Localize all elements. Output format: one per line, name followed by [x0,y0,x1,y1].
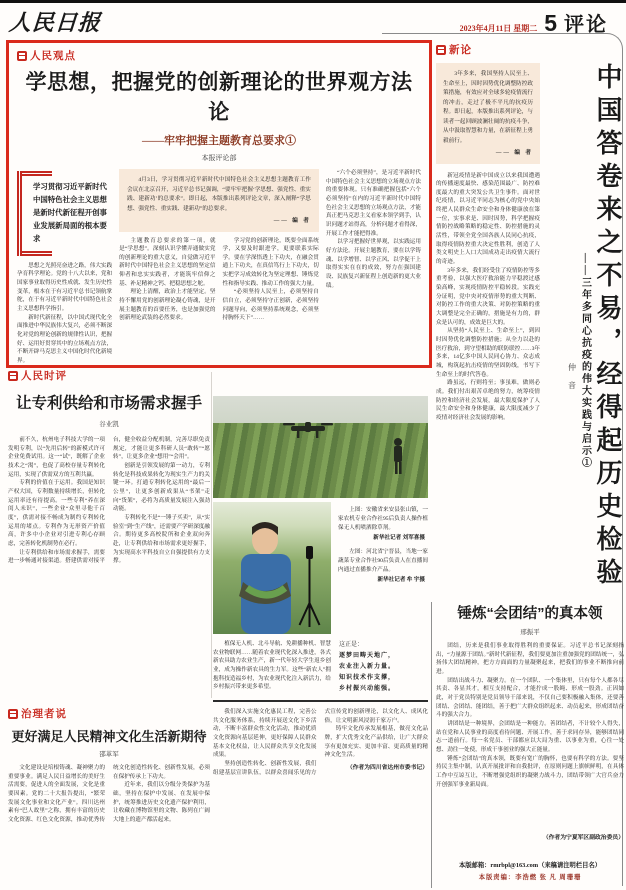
section-label-text: 新论 [449,44,472,56]
unity-body-text: 团结，历来是我们事业取得胜利的重要保证。习近平总书记深刻指出，“力量源于团结。”新时代新征程，我们要更加注重加强党的团结统一，弘扬伟大团结精神，把方方面面的力量凝聚起来，把我们的事业不断推向前进。 团结出战斗力、凝聚力。在一个团队、一个集体里，只有每个人都各尽其责、各显其才，相互支持配合，才能拧成一股绳、形成一股劲。正因如此，对于党员特别是党员领导干部来说，不仅自己要积极融入集体，还要善团结、会团结、能团结，善于把广大群众组织起来、动员起来，形成团结奋斗的强大合力。 讲团结是一种境界，会团结是一种能力。善团结者，不计较个人得失，站在党和人民事业的高度看待问题、开展工作，善于求同存异，能够团结同志一道前行。每一名党员、干部都应以大局为重、以事业为重，心往一处想、劲往一处使，形成干事创业的强大正能量。 锤炼“会团结”的真本领，既要有宽广的胸怀，也要有科学的方法。要坚持民主集中制，认真开展批评和自我批评，在原则问题上旗帜鲜明，在具体工作中互谅互让，不断增强党组织的凝聚力战斗力，团结带领广大官兵奋力开创强军事业新局面。 [436,643,624,788]
governance-author-note: （作者为四川省达州市委书记） [346,764,428,771]
main-column-4-text: “六个必须坚持”，是习近平新时代中国特色社会主义思想的立场观点方法的重要体现。只有准确把握包括“六个必须坚持”在内的习近平新时代中国特色社会主义思想的立场观点方法，才能真正把马克思主义看家本领学到手，认识问题才站得高，分析问题才看得深，开展工作才能把得准。 以学习把握好世界观，以实践运用好方法论。开展主题教育，要在以学铸魂、以学增智、以学正风、以学促干上取得实实在在的成效，努力在强国建设、民族复兴新征程上创造新的更大业绩。 [325,170,421,289]
photo-captions [331,502,428,634]
section-logo-icon [17,51,27,61]
photo-livestream-greenhouse [213,502,331,634]
vertical-divider-light [211,372,212,698]
page-number: 5 [544,10,557,36]
photo-feature-paragraph [213,640,331,696]
xinlun-vertical-subtitle: ——三年多同心抗疫的伟大实践与启示① [579,253,591,469]
footer-email-line: 本版邮箱：rmrbpl@163.com（来稿请注明栏目名） [458,862,602,869]
main-column-1-text: 思想之光照亮奋进之路，伟大实践孕育科学理论。党的十八大以来，党和国家事业取得历史性成就、发生历史性变革，根本在于有习近平总书记领航掌舵，在于有习近平新时代中国特色社会主义思想科学指引。 新时代新征程，以中国式现代化全面推进中华民族伟大复兴，必须不断深化对党的理论创新的规律性认识，把握好、运用好贯穿其中的立场观点方法，不断开辟马克思主义中国化时代化新境界。 [17,262,113,364]
section-label-zhilizheshuo [8,706,210,721]
poem-intro: 这正是： [339,642,364,648]
shiping-headline: 让专利供给和市场需求握手 [15,395,202,412]
section-logo-icon [8,709,18,719]
governance-author: 邵革军 [99,751,119,758]
lead-commentary-article [6,40,432,368]
photo-feature-poem [331,640,428,696]
vertical-divider [431,602,432,888]
shiping-article [8,368,210,702]
main-column-1 [17,169,112,368]
section-label-text: 人民时评 [21,370,67,382]
unity-article [436,602,624,856]
farmer-livestream-graphic [213,502,331,634]
main-headline: 学思想，把握党的创新理论的世界观方法论 [25,71,413,124]
xinlun-editor-box [436,63,540,164]
main-article-columns [17,169,421,368]
shiping-body-text: 前不久，杭州电子科技大学的一项发明专利，以“先用后转”的新模式许可企业免费试用。这一“试”，既解了企业技术之“渴”，也促了高校存量专利转化运用，实现了供需双方的互利共赢。 专利的价值在于运用。我国是知识产权大国，专利数量持续增长，但转化运用率还有待提高。一些专利“养在深闺人未识”，一些企业“众里寻他千百度”，供需对接不畅成为制约专利转化运用的堵点。专利作为无形资产价值高，许多中小企业对引进专利心存顾虑，完善转化机制势在必行。 让专利供给和市场需求握手，需要进一步畅通对接渠道。搭建供需对接平台，健全收益分配机制，完善尽职免责规定，才能让更多科研人员“敢转”“愿转”，让更多企业“想用”“会用”。 创新是引领发展的第一动力，专利转化是科技成果转化为现实生产力的关键一环。打通专利转化运用的“最后一公里”，让更多创新成果从“书架”走向“货架”，必将为高质量发展注入强劲动能。 专利转化不是“一锤子买卖”，从“实验室”到“生产线”，还需要产学研深度融合。期待更多高校院所和企业双向奔赴，让专利供给和市场需求更好握手，为实现高水平科技自立自强提供有力支撑。 [8,437,210,565]
drone-and-operator-graphic [213,396,428,498]
shiping-author: 谷业凯 [99,421,119,428]
photo-feature [213,396,428,696]
section-logo-icon [8,371,18,381]
xinlun-author: 仲 音 [567,363,577,393]
xinlun-text-column [436,63,540,598]
section-label-text: 人民观点 [30,50,76,62]
unity-headline: 锤炼“会团结”的真本领 [457,606,603,622]
editor-note-text: 4月3日，学习贯彻习近平新时代中国特色社会主义思想主题教育工作会议在北京召开，习近平总书记强调，“要牢牢把握‘学思想、强党性、重实践、建新功’的总要求”。即日起，本版推出系列评论文章，深入阐释“学思想、强党性、重实践、建新功”的总要求。 [127,177,311,212]
governance-body-continued [213,708,428,886]
governance-body-left: 文化建设是培根铸魂、凝神聚力的重要事业。满足人民日益增长的美好生活需要，促进人的全面发展，文化是重要因素。党的二十大报告提出，“繁荣发展文化事业和文化产业”。四川达州素有“巴人故里”之称，拥有丰富的历史文化资源、红色文化资源，推动优秀传统文化创造性转化、创新性发展，必须在保护传承上下功夫。 近年来，我们以分级分类保护为基础，坚持在保护中发展、在发展中保护，统筹推进历史文化遗产保护利用，让收藏在博物馆里的文物、陈列在广阔大地上的遗产都活起来。 [8,765,210,823]
section-label-xinlun [436,42,624,57]
top-rule [0,0,626,3]
page-footer [436,860,624,881]
main-subheadline: ——牢牢把握主题教育总要求① [142,135,296,147]
masthead-logo: 人民日报 [8,10,102,35]
photo-drone-field [213,396,428,498]
section-label-renmin-guandian [17,48,421,63]
governance-continued-text: 我们深入实施文化惠民工程，完善公共文化服务体系，持续开展送文化下乡活动，不断丰富群众性文化活动，推动优质文化资源向基层延伸，更好保障人民群众基本文化权益，让人民群众共享文化发展成果。 坚持创造性转化、创新性发展，我们组建基层宣讲队伍，以群众喜闻乐见的方式宣传党的创新理论，以文化人、成风化俗，让文明新风浸润千家万户。 铸牢文化传承发展根基，做亮文化品牌，扩大优秀文化产品供给，让广大群众享有更加充实、更加丰富、更高质量的精神文化生活。 [213,709,428,776]
xinlun-editor-signature: —— 编 者 [495,150,533,156]
unity-author: 邢振平 [520,629,540,636]
masthead-meta [460,8,608,37]
caption-text: 左图：河北省宁晋县，当地一家蔬菜专业合作社90后负责人在直播间内通过直播推介产品。 [338,548,428,573]
caption-credit: 新华社记者 牟 宇摄 [377,576,425,583]
editor-signature: —— 编 者 [273,218,311,224]
unity-author-note: （作者为宁夏军区副政治委员） [542,835,624,841]
photo-feature-text: 植保无人机、北斗导航、免耕播种机、智慧农业物联网……随着农业现代化深入推进，各式新农具助力农业生产，新一代年轻大学生返乡创业，成为操作新农具的生力军。这些“新农人”拥抱科技造福乡村，为农业现代化注入新活力，给乡村振兴带来更多希望。 [213,641,331,691]
caption-top-photo [338,506,428,543]
horizontal-divider [213,700,428,702]
xinlun-article [436,42,624,598]
section-label-shiping [8,368,210,383]
xinlun-vertical-headline: 中国答卷来之不易，经得起历史检验 [593,63,623,591]
main-column-middle [119,169,319,368]
masthead-date: 2023年4月11日 星期二 [459,24,538,33]
pull-quote-box: 学习贯彻习近平新时代中国特色社会主义思想是新时代新征程开创事业发展新局面的根本要求 [17,171,112,256]
main-middle-text [119,237,319,369]
xinlun-editor-text: 3年多来，我国坚持人民至上、生命至上，因时因势优化调整防控政策措施，有效应对全球多轮疫情流行的冲击，走过了极不平凡的抗疫历程。即日起，本版推出系列评论，与读者一起回顾波澜壮阔的抗疫斗争，从中汲取智慧和力量，在新征程上勇毅前行。 [443,71,533,144]
footer-editors-line: 本版责编：李浩燃 张 凡 周珊珊 [478,874,582,881]
main-column-2-text: 主题教育总要求的第一项，就是“学思想”。深刻认识学懂弄通做实党的创新理论的重大意义，自觉做习近平新时代中国特色社会主义思想的坚定信仰者和忠实实践者，才能筑牢信仰之基、补足精神之钙、把稳思想之舵。 理论上清醒，政治上才能坚定。坚持不懈用党的创新理论凝心铸魂，是开展主题教育的首要任务，也是加强党的创新理论武装的必然要求。 [119,237,216,322]
caption-text: 上图：安徽省来安县张山镇，一家农机专业合作社95后负责人操作植保无人机喷洒除草剂。 [338,507,428,531]
main-byline: 本报评论部 [201,154,237,162]
governance-article [8,706,210,888]
poem-lines: 逐梦田畴天地广， 农业注入新力量。 知识技术作支撑， 乡村振兴动能强。 [339,653,396,693]
xinlun-body-text: 新冠疫情是新中国成立以来我国遭遇的传播速度最快、感染范围最广、防控难度最大的重大突发公共卫生事件。面对世纪疫情，以习近平同志为核心的党中央始终把人民群众生命安全和身体健康放在第一位，实事求是、因时因势，科学把握疫情防控战略策略的稳定性、防控措施的灵活性，带领全党全国各族人民同心抗疫，取得疫情防控重大决定性胜利，创造了人类文明史上人口大国成功走出疫情大流行的奇迹。 3年多来，我们经受住了疫情防控等多重考验，以强大医疗救治能力平稳渡过感染高峰，实现疫情防控平稳转段。实践充分证明，党中央对疫情形势的重大判断、对防控工作的重大决策、对防控策略的重大调整是完全正确的，措施是有力的，群众是认可的，成效是巨大的。 从坚持“人民至上、生命至上”，到因时因势优化调整防控措施；从全力以赴的医疗救治，到守望相助的联防联控……3年多来，14亿多中国人民同心协力、众志成城，构筑起抗击疫情的坚固防线，书写下生命至上的时代答卷。 路虽远，行则将至；事虽难，做则必成。我们付出艰苦卓绝的努力，统筹疫情防控和经济社会发展，最大限度保护了人民生命安全和身体健康，最大限度减少了疫情对经济社会发展的影响。 [436,172,540,421]
governance-headline: 更好满足人民精神文化生活新期待 [11,729,207,744]
editor-note-box [119,169,319,232]
section-label-text: 治理者说 [21,708,67,720]
main-column-3-text: 学习党的创新理论，既要全面系统学，又要及时跟进学，更要联系实际学。要在学深悟透上下功夫，在融会贯通上下功夫，在真信笃行上下功夫，切实把学习成效转化为坚定理想、锤炼党性和指导实践、推动工作的强大力量。 “必须坚持人民至上，必须坚持自信自立，必须坚持守正创新，必须坚持问题导向，必须坚持系统观念，必须坚持胸怀天下”…… [222,237,319,322]
section-logo-icon [436,45,446,55]
caption-credit: 新华社记者 刘军喜摄 [373,534,425,541]
section-name: 评论 [564,14,608,36]
caption-left-photo [338,548,428,585]
xinlun-headline-block [540,63,624,598]
